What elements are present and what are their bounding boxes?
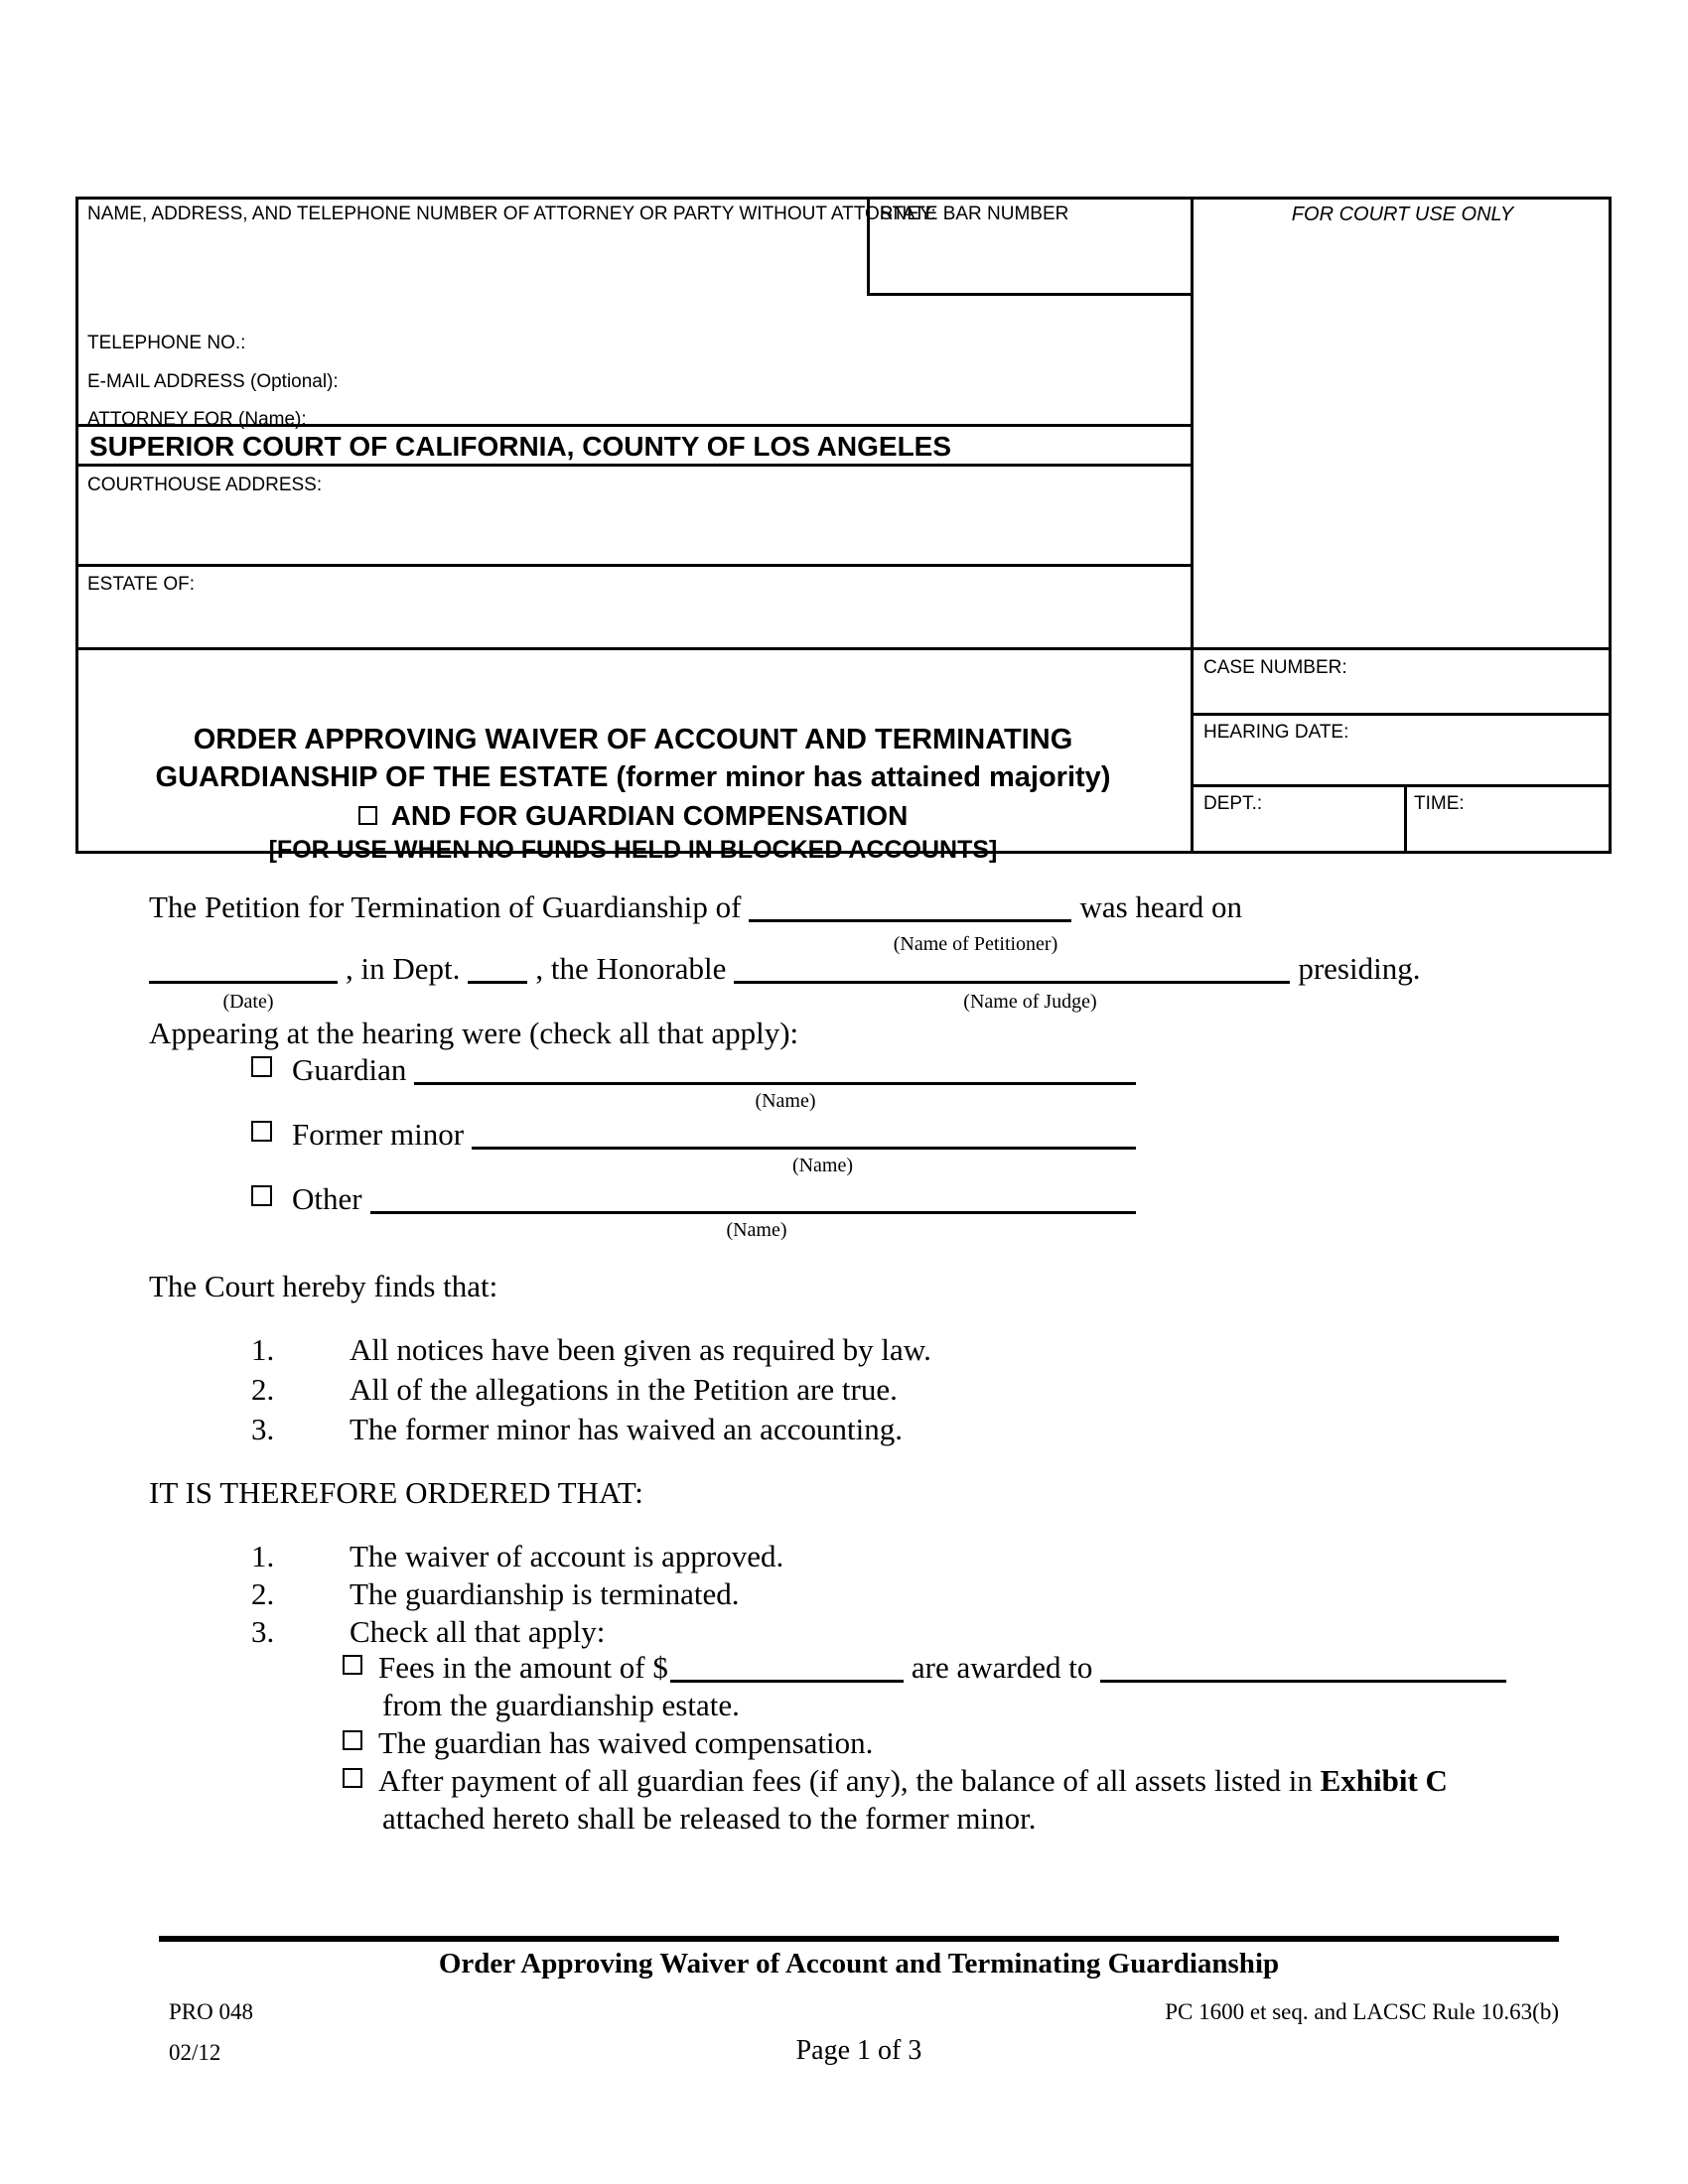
form-title-block	[75, 721, 1191, 866]
courthouse-address-label: COURTHOUSE ADDRESS:	[87, 475, 323, 495]
former-minor-label: Former minor	[292, 1117, 465, 1152]
court-name: SUPERIOR COURT OF CALIFORNIA, COUNTY OF LOS ANGELES	[89, 431, 952, 462]
court-name-bottom-line	[75, 464, 1194, 467]
finding-2-number: 2.	[251, 1372, 275, 1407]
finding-item-1	[251, 1332, 931, 1368]
petitioner-name-blank[interactable]	[749, 919, 1071, 922]
finding-1-number: 1.	[251, 1332, 275, 1367]
guardian-label: Guardian	[292, 1052, 407, 1087]
attorney-for-label: ATTORNEY FOR (Name):	[87, 409, 307, 430]
order-3-text: Check all that apply:	[350, 1614, 606, 1649]
footer-reference: PC 1600 et seq. and LACSC Rule 10.63(b)	[1165, 1999, 1559, 2024]
other-name-sublabel: (Name)	[726, 1219, 787, 1241]
balance-before-text: After payment of all guardian fees (if any), the balance of all assets listed in	[378, 1763, 1313, 1798]
balance-released-checkbox[interactable]	[343, 1768, 362, 1788]
fees-awardee-blank[interactable]	[1100, 1680, 1506, 1683]
appearance-row-other	[251, 1181, 1144, 1217]
fees-awarded-row	[343, 1650, 1514, 1686]
guardian-checkbox[interactable]	[251, 1056, 272, 1077]
form-title-line1: ORDER APPROVING WAIVER OF ACCOUNT AND TERMINATING	[193, 724, 1073, 755]
in-dept-text: , in Dept.	[346, 951, 461, 986]
petition-line1-after: was heard on	[1079, 889, 1243, 924]
order-2-number: 2.	[251, 1576, 275, 1611]
order-item-3	[251, 1614, 605, 1650]
ordered-heading: IT IS THEREFORE ORDERED THAT:	[149, 1475, 643, 1510]
petition-line1-text: The Petition for Termination of Guardianship of	[149, 889, 742, 924]
fees-mid-text: are awarded to	[911, 1650, 1093, 1685]
petition-line-2	[149, 951, 1420, 987]
judge-name-blank[interactable]	[734, 981, 1290, 984]
waived-compensation-row	[343, 1725, 873, 1761]
finding-3-text: The former minor has waived an accounting.	[350, 1412, 903, 1446]
finding-1-text: All notices have been given as required by law.	[350, 1332, 931, 1367]
other-checkbox[interactable]	[251, 1185, 272, 1206]
form-title-line2: GUARDIANSHIP OF THE ESTATE (former minor has attained majority)	[155, 761, 1111, 793]
estate-bottom-line	[75, 647, 1612, 650]
hearing-date-blank[interactable]	[149, 981, 338, 984]
the-honorable-text: , the Honorable	[535, 951, 727, 986]
dept-number-blank[interactable]	[468, 981, 527, 984]
name-of-petitioner-sublabel: (Name of Petitioner)	[893, 933, 1058, 955]
order-3-number: 3.	[251, 1614, 275, 1649]
fees-before-text: Fees in the amount of $	[378, 1650, 668, 1685]
petition-line-1	[149, 889, 1242, 925]
guardian-compensation-checkbox[interactable]	[358, 806, 377, 825]
balance-line2: attached hereto shall be released to the former minor.	[382, 1801, 1037, 1836]
appearance-row-former-minor	[251, 1117, 1144, 1153]
hearing-date-label: HEARING DATE:	[1203, 722, 1349, 743]
time-label: TIME:	[1414, 793, 1465, 814]
other-name-blank[interactable]	[370, 1211, 1136, 1214]
order-2-text: The guardianship is terminated.	[350, 1576, 740, 1611]
appearing-heading: Appearing at the hearing were (check all that apply):	[149, 1016, 799, 1050]
order-1-text: The waiver of account is approved.	[350, 1539, 784, 1573]
footer-form-number: PRO 048	[169, 1999, 253, 2024]
order-1-number: 1.	[251, 1539, 275, 1573]
footer-title: Order Approving Waiver of Account and Terminating Guardianship	[438, 1948, 1280, 1979]
case-number-label: CASE NUMBER:	[1203, 657, 1347, 678]
form-title-line3-text: AND FOR GUARDIAN COMPENSATION	[390, 800, 909, 831]
guardian-name-blank[interactable]	[414, 1082, 1136, 1085]
telephone-label: TELEPHONE NO.:	[87, 333, 246, 353]
former-minor-name-blank[interactable]	[472, 1147, 1136, 1150]
case-number-bottom-line	[1191, 713, 1612, 716]
hearing-date-bottom-line	[1191, 784, 1612, 787]
other-label: Other	[292, 1181, 362, 1216]
finding-3-number: 3.	[251, 1412, 275, 1446]
state-bar-box-bottom-line	[867, 293, 1194, 296]
former-minor-checkbox[interactable]	[251, 1121, 272, 1142]
for-court-use-only-label: FOR COURT USE ONLY	[1291, 204, 1514, 225]
fees-line2: from the guardianship estate.	[382, 1688, 740, 1722]
estate-of-label: ESTATE OF:	[87, 574, 196, 595]
dept-label: DEPT.:	[1203, 793, 1263, 814]
guardian-name-sublabel: (Name)	[755, 1090, 816, 1112]
order-item-1	[251, 1539, 783, 1574]
form-title-line3	[75, 797, 1191, 834]
footer-rule	[159, 1936, 1559, 1942]
waived-compensation-text: The guardian has waived compensation.	[378, 1725, 874, 1760]
balance-released-row	[343, 1763, 1448, 1799]
footer-revision: 02/12	[169, 2040, 221, 2065]
finding-item-2	[251, 1372, 898, 1408]
former-minor-name-sublabel: (Name)	[791, 1155, 854, 1176]
state-bar-number-label: STATE BAR NUMBER	[880, 204, 1069, 224]
date-sublabel: (Date)	[222, 991, 274, 1013]
fees-awarded-checkbox[interactable]	[343, 1655, 362, 1675]
email-label: E-MAIL ADDRESS (Optional):	[87, 371, 339, 392]
attorney-party-label: NAME, ADDRESS, AND TELEPHONE NUMBER OF ATTORNEY OR PARTY WITHOUT ATTORNEY:	[87, 204, 936, 224]
name-of-judge-sublabel: (Name of Judge)	[963, 991, 1097, 1013]
finding-item-3	[251, 1412, 903, 1447]
finding-2-text: All of the allegations in the Petition are true.	[350, 1372, 898, 1407]
appearance-row-guardian	[251, 1052, 1144, 1088]
courthouse-bottom-line	[75, 564, 1194, 567]
waived-compensation-checkbox[interactable]	[343, 1730, 362, 1750]
presiding-text: presiding.	[1298, 951, 1421, 986]
order-item-2	[251, 1576, 740, 1612]
exhibit-c-text: Exhibit C	[1320, 1763, 1448, 1798]
form-title-line4: [FOR USE WHEN NO FUNDS HELD IN BLOCKED ACCOUNTS]	[268, 836, 998, 864]
footer-page-number: Page 1 of 3	[795, 2035, 922, 2066]
finds-heading: The Court hereby finds that:	[149, 1269, 498, 1303]
fees-amount-blank[interactable]	[670, 1680, 904, 1683]
dept-time-divider-line	[1404, 787, 1407, 854]
